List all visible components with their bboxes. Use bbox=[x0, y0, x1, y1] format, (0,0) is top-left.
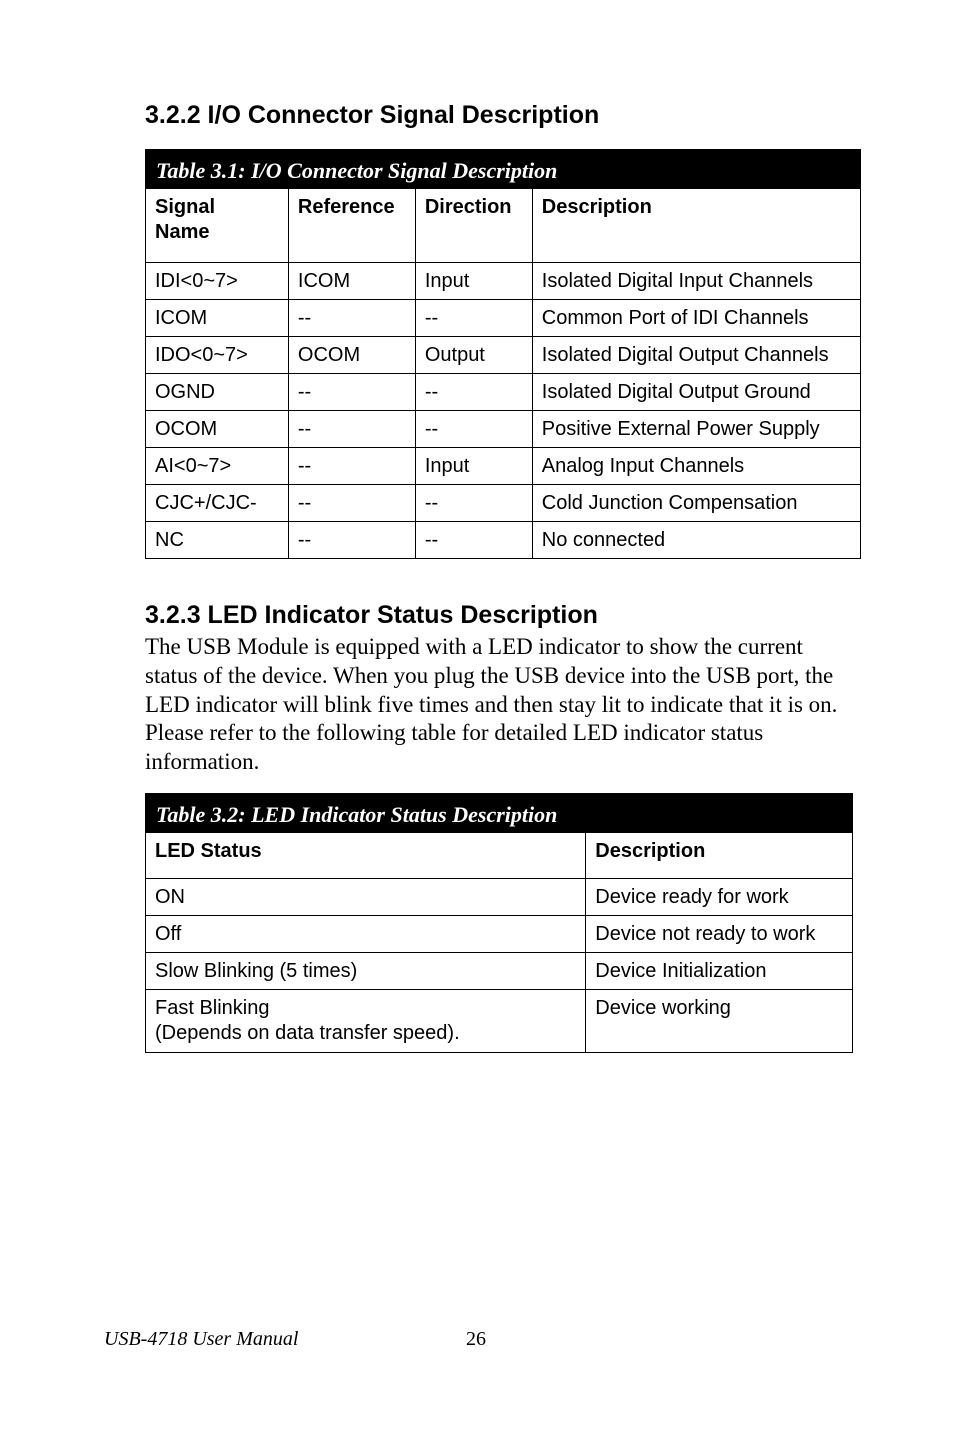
cell-direction: -- bbox=[415, 522, 532, 559]
cell-description: Isolated Digital Output Channels bbox=[532, 337, 860, 374]
cell-description: Analog Input Channels bbox=[532, 448, 860, 485]
table-row bbox=[146, 374, 861, 411]
cell-led-status: ON bbox=[146, 879, 586, 916]
section-heading-led-indicator: 3.2.3 LED Indicator Status Description bbox=[145, 601, 598, 629]
table-row bbox=[146, 522, 861, 559]
cell-signal-name: ICOM bbox=[146, 300, 289, 337]
table-caption: Table 3.1: I/O Connector Signal Description bbox=[146, 150, 861, 189]
cell-description: Common Port of IDI Channels bbox=[532, 300, 860, 337]
cell-direction: -- bbox=[415, 300, 532, 337]
table-row bbox=[146, 485, 861, 522]
cell-direction: -- bbox=[415, 374, 532, 411]
cell-signal-name: IDO<0~7> bbox=[146, 337, 289, 374]
table-row bbox=[146, 448, 861, 485]
cell-signal-name: IDI<0~7> bbox=[146, 263, 289, 300]
cell-led-status: Slow Blinking (5 times) bbox=[146, 953, 586, 990]
cell-direction: Input bbox=[415, 263, 532, 300]
table-row bbox=[146, 337, 861, 374]
cell-reference: -- bbox=[288, 485, 415, 522]
cell-reference: -- bbox=[288, 522, 415, 559]
cell-signal-name: OCOM bbox=[146, 411, 289, 448]
cell-direction: -- bbox=[415, 411, 532, 448]
cell-description: No connected bbox=[532, 522, 860, 559]
column-header-description: Description bbox=[586, 833, 853, 879]
cell-led-status: Off bbox=[146, 916, 586, 953]
cell-description: Positive External Power Supply bbox=[532, 411, 860, 448]
table-row bbox=[146, 916, 853, 953]
led-status-table bbox=[145, 793, 853, 1053]
cell-description: Cold Junction Compensation bbox=[532, 485, 860, 522]
section-heading-io-connector: 3.2.2 I/O Connector Signal Description bbox=[145, 101, 600, 129]
cell-direction: Input bbox=[415, 448, 532, 485]
cell-description: Device not ready to work bbox=[586, 916, 853, 953]
cell-reference: -- bbox=[288, 300, 415, 337]
cell-direction: -- bbox=[415, 485, 532, 522]
cell-signal-name: AI<0~7> bbox=[146, 448, 289, 485]
table-row bbox=[146, 953, 853, 990]
footer-page-number: 26 bbox=[466, 1328, 486, 1350]
cell-reference: OCOM bbox=[288, 337, 415, 374]
cell-signal-name: NC bbox=[146, 522, 289, 559]
cell-description: Isolated Digital Output Ground bbox=[532, 374, 860, 411]
table-header-row bbox=[146, 189, 861, 263]
table-caption: Table 3.2: LED Indicator Status Description bbox=[146, 794, 853, 833]
cell-reference: -- bbox=[288, 448, 415, 485]
cell-led-status: Fast Blinking (Depends on data transfer speed). bbox=[146, 990, 586, 1053]
cell-description: Isolated Digital Input Channels bbox=[532, 263, 860, 300]
cell-description: Device Initialization bbox=[586, 953, 853, 990]
table-caption-row bbox=[146, 794, 853, 833]
led-description-paragraph: The USB Module is equipped with a LED indicator to show the current status of the device. When you plug the USB device into the USB port, the LED indicator will blink five times and then stay lit to indicate that it is on. Please refer to the following table for detailed LED indicator status information. bbox=[145, 634, 838, 775]
table-row bbox=[146, 300, 861, 337]
column-header-signal-name: Signal Name bbox=[146, 189, 289, 263]
table-header-row bbox=[146, 833, 853, 879]
cell-reference: ICOM bbox=[288, 263, 415, 300]
cell-reference: -- bbox=[288, 411, 415, 448]
table-row bbox=[146, 879, 853, 916]
cell-signal-name: CJC+/CJC- bbox=[146, 485, 289, 522]
column-header-led-status: LED Status bbox=[146, 833, 586, 879]
column-header-direction: Direction bbox=[415, 189, 532, 263]
table-row bbox=[146, 990, 853, 1053]
table-row bbox=[146, 263, 861, 300]
cell-direction: Output bbox=[415, 337, 532, 374]
cell-description: Device working bbox=[586, 990, 853, 1053]
io-signal-table bbox=[145, 149, 861, 559]
cell-reference: -- bbox=[288, 374, 415, 411]
table-caption-row bbox=[146, 150, 861, 189]
cell-description: Device ready for work bbox=[586, 879, 853, 916]
column-header-reference: Reference bbox=[288, 189, 415, 263]
table-row bbox=[146, 411, 861, 448]
cell-signal-name: OGND bbox=[146, 374, 289, 411]
column-header-description: Description bbox=[532, 189, 860, 263]
footer-manual-title: USB-4718 User Manual bbox=[104, 1328, 299, 1350]
